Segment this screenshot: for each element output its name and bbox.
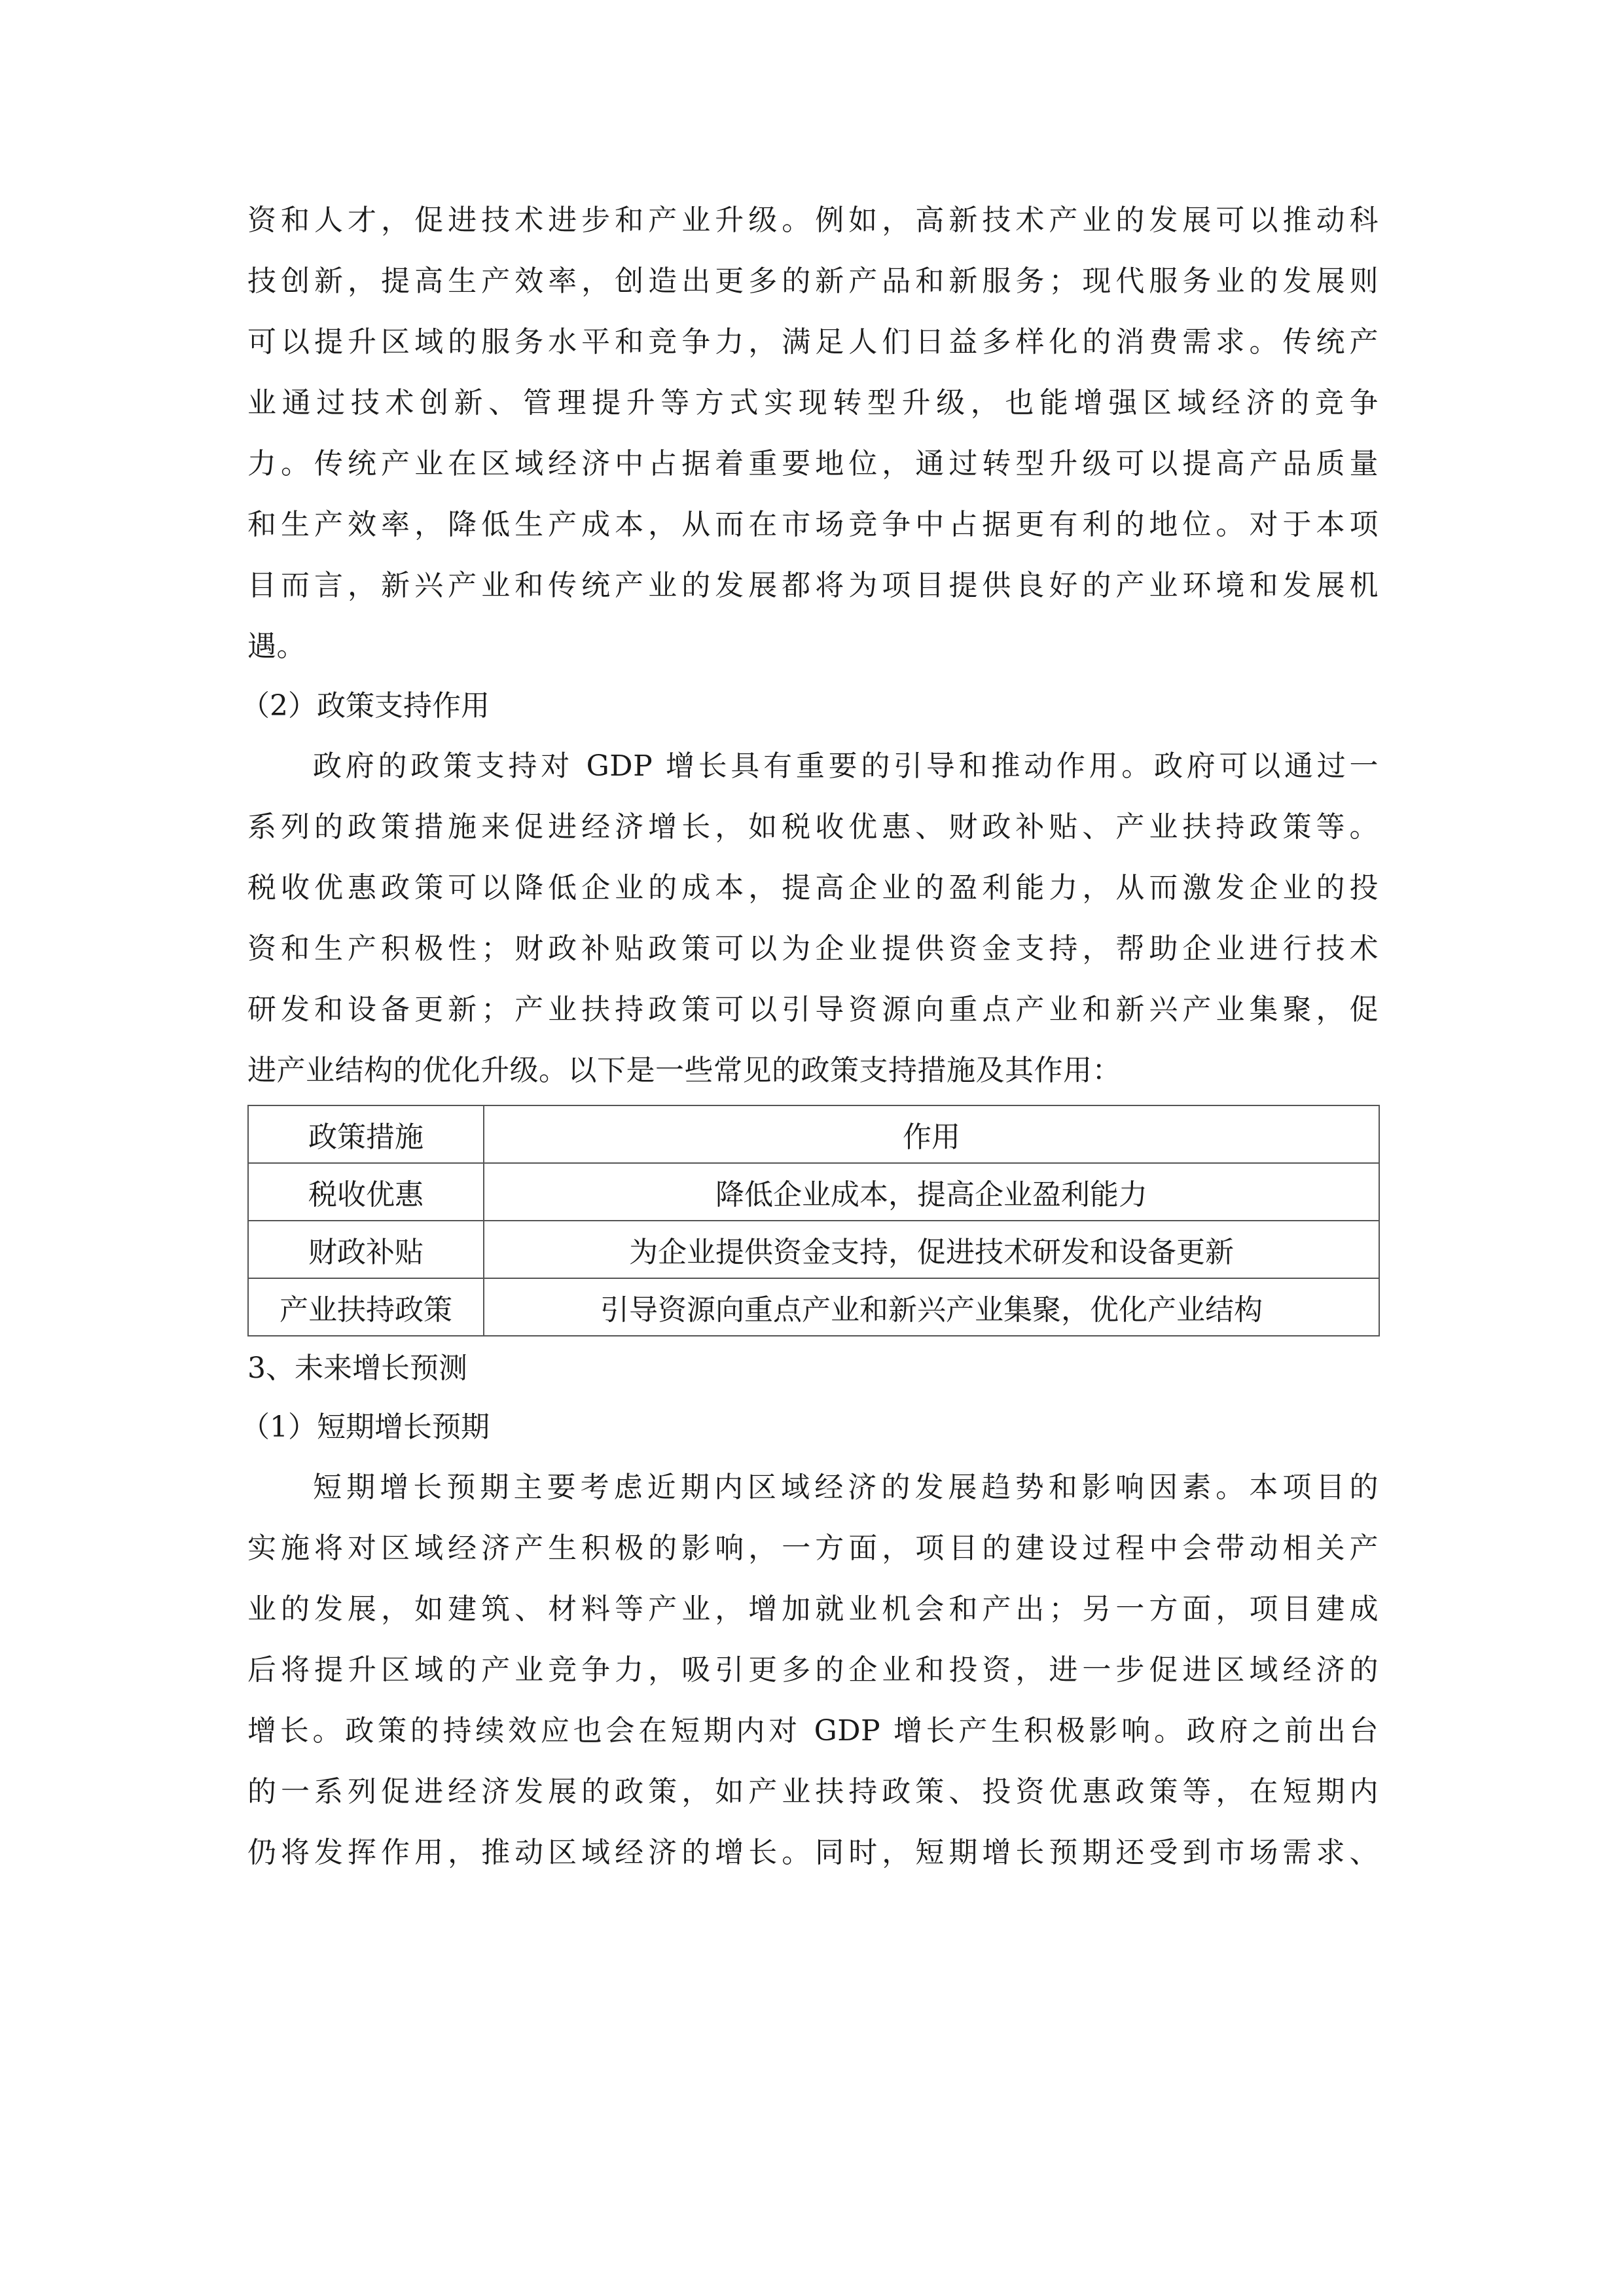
paragraph-line: 资和人才，促进技术进步和产业升级。例如，高新技术产业的发展可以推动科 (247, 204, 1379, 237)
paragraph-line: 目而言，新兴产业和传统产业的发展都将为项目提供良好的产业环境和发展机 (247, 569, 1379, 602)
table-row (248, 1163, 1379, 1221)
paragraph-line: 资和生产积极性；财政补贴政策可以为企业提供资金支持，帮助企业进行技术 (247, 932, 1379, 965)
table-header-cell: 作用 (484, 1105, 1379, 1163)
section-heading-policy-support: （2）政策支持作用 (241, 689, 490, 723)
paragraph-line: 税收优惠政策可以降低企业的成本，提高企业的盈利能力，从而激发企业的投 (247, 871, 1379, 905)
paragraph-line: 短期增长预期主要考虑近期内区域经济的发展趋势和影响因素。本项目的 (313, 1471, 1379, 1504)
document-body (241, 190, 1379, 1883)
paragraph-line: 业通过技术创新、管理提升等方式实现转型升级，也能增强区域经济的竞争 (247, 386, 1379, 420)
paragraph-line: 政府的政策支持对 GDP 增长具有重要的引导和推动作用。政府可以通过一 (313, 749, 1379, 783)
table-cell: 产业扶持政策 (248, 1278, 484, 1336)
policy-measures-table (247, 1105, 1380, 1336)
paragraph-line: 遇。 (247, 630, 306, 663)
table-cell: 财政补贴 (248, 1221, 484, 1278)
paragraph-line: 研发和设备更新；产业扶持政策可以引导资源向重点产业和新兴产业集聚，促 (247, 993, 1379, 1026)
paragraph-policy-support (247, 736, 1379, 1101)
paragraph-line: 的一系列促进经济发展的政策，如产业扶持政策、投资优惠政策等，在短期内 (247, 1775, 1379, 1808)
paragraph-line: 力。传统产业在区域经济中占据着重要地位，通过转型升级可以提高产品质量 (247, 447, 1379, 480)
paragraph-line: 业的发展，如建筑、材料等产业，增加就业机会和产出；另一方面，项目建成 (247, 1592, 1379, 1626)
paragraph-line: 可以提升区域的服务水平和竞争力，满足人们日益多样化的消费需求。传统产 (247, 325, 1379, 359)
table-cell: 引导资源向重点产业和新兴产业集聚，优化产业结构 (484, 1278, 1379, 1336)
section-heading-short-term: （1）短期增长预期 (241, 1410, 490, 1444)
paragraph-line: 系列的政策措施来促进经济增长，如税收优惠、财政补贴、产业扶持政策等。 (247, 810, 1379, 844)
paragraph-line: 和生产效率，降低生产成本，从而在市场竞争中占据更有利的地位。对于本项 (247, 508, 1379, 541)
paragraph-line: 仍将发挥作用，推动区域经济的增长。同时，短期增长预期还受到市场需求、 (247, 1836, 1379, 1869)
table-cell: 为企业提供资金支持，促进技术研发和设备更新 (484, 1221, 1379, 1278)
table-cell: 降低企业成本，提高企业盈利能力 (484, 1163, 1379, 1221)
paragraph-industry-development (247, 190, 1379, 677)
section-heading-future-growth: 3、未来增长预测 (247, 1352, 467, 1385)
paragraph-line: 实施将对区域经济产生积极的影响，一方面，项目的建设过程中会带动相关产 (247, 1532, 1379, 1565)
paragraph-line: 增长。政策的持续效应也会在短期内对 GDP 增长产生积极影响。政府之前出台 (247, 1714, 1379, 1748)
table-row (248, 1221, 1379, 1278)
paragraph-line: 进产业结构的优化升级。以下是一些常见的政策支持措施及其作用： (247, 1054, 1121, 1087)
paragraph-line: 后将提升区域的产业竞争力，吸引更多的企业和投资，进一步促进区域经济的 (247, 1653, 1379, 1687)
paragraph-short-term-growth (247, 1457, 1379, 1883)
table-row (248, 1278, 1379, 1336)
paragraph-line: 技创新，提高生产效率，创造出更多的新产品和新服务；现代服务业的发展则 (247, 264, 1379, 298)
table-cell: 税收优惠 (248, 1163, 484, 1221)
table-header-row (248, 1105, 1379, 1163)
table-header-cell: 政策措施 (248, 1105, 484, 1163)
